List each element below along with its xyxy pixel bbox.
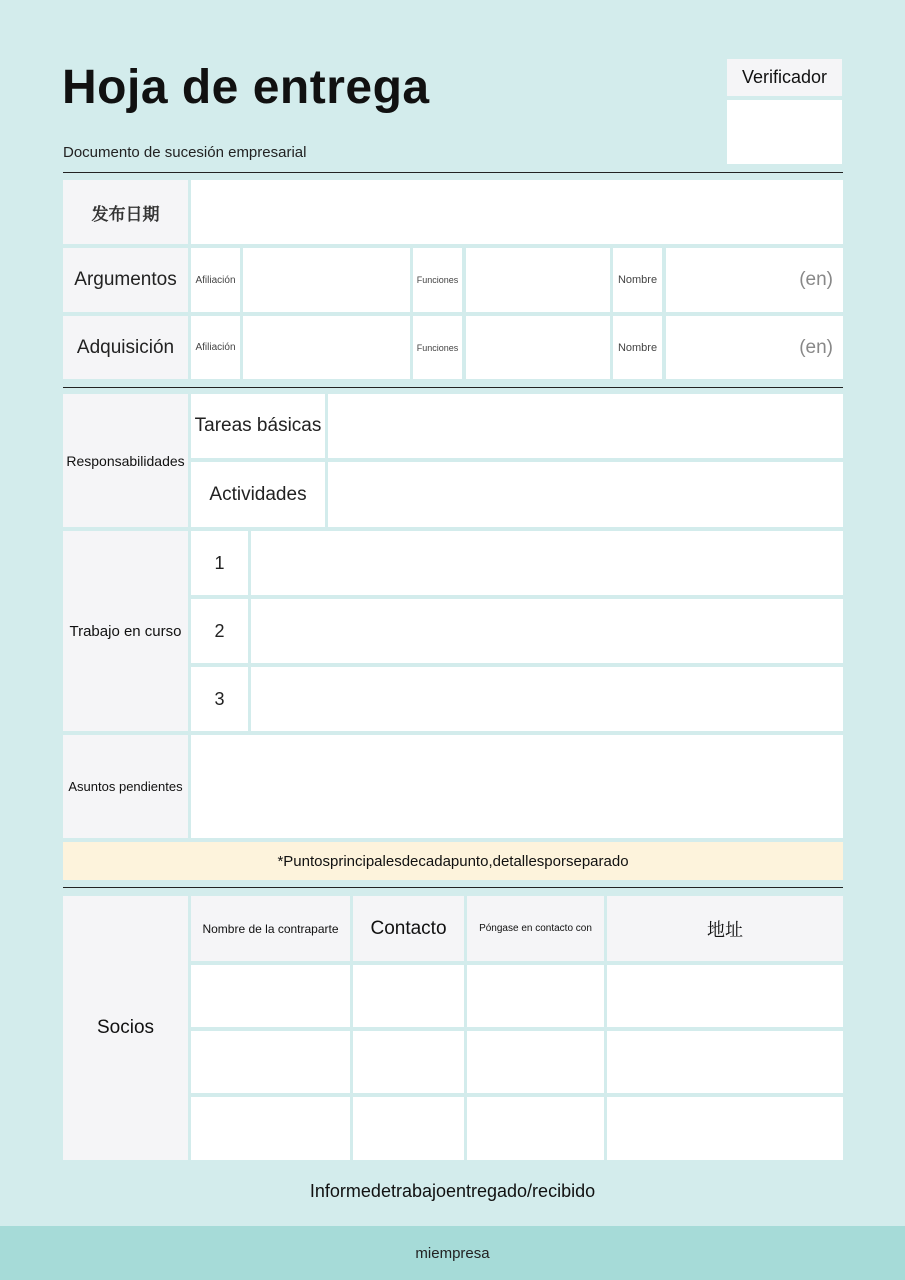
release-date-label: 发布日期 xyxy=(63,180,188,244)
partner-name-cell[interactable] xyxy=(191,965,350,1027)
partner-contact-cell[interactable] xyxy=(353,965,464,1027)
company-name: miempresa xyxy=(415,1244,490,1262)
in-progress-number: 3 xyxy=(191,667,248,731)
verifier-label: Verificador xyxy=(727,59,842,96)
in-progress-field[interactable] xyxy=(251,599,843,663)
incoming-label: Adquisición xyxy=(63,316,188,379)
incoming-name-label: Nombre xyxy=(613,316,662,379)
outgoing-name-label: Nombre xyxy=(613,248,662,312)
outgoing-label: Argumentos xyxy=(63,248,188,312)
partner-address-cell[interactable] xyxy=(607,1097,843,1160)
incoming-functions-label: Funciones xyxy=(413,316,462,379)
outgoing-affiliation-field[interactable] xyxy=(243,248,410,312)
partner-contact-cell[interactable] xyxy=(353,1097,464,1160)
incoming-affiliation-label: Afiliación xyxy=(191,316,240,379)
outgoing-name-field[interactable]: (en) xyxy=(666,248,843,312)
partners-label: Socios xyxy=(63,896,188,1160)
partner-name-cell[interactable] xyxy=(191,1031,350,1093)
partner-address-cell[interactable] xyxy=(607,1031,843,1093)
col-contact: Contacto xyxy=(353,896,464,961)
section-divider xyxy=(63,387,843,388)
col-counterpart-name: Nombre de la contraparte xyxy=(191,896,350,961)
pending-label: Asuntos pendientes xyxy=(63,735,188,838)
partner-address-cell[interactable] xyxy=(607,965,843,1027)
report-footer-text: Informedetrabajoentregado/recibido xyxy=(309,1180,596,1201)
activities-field[interactable] xyxy=(328,462,843,527)
basic-tasks-label: Tareas básicas xyxy=(191,394,325,458)
in-progress-label: Trabajo en curso xyxy=(63,531,188,731)
in-progress-field[interactable] xyxy=(251,667,843,731)
incoming-functions-field[interactable] xyxy=(466,316,610,379)
col-address: 地址 xyxy=(607,896,843,961)
basic-tasks-field[interactable] xyxy=(328,394,843,458)
outgoing-functions-label: Funciones xyxy=(413,248,462,312)
in-progress-number: 1 xyxy=(191,531,248,595)
company-footer-bar xyxy=(0,1226,905,1280)
page-subtitle: Documento de sucesión empresarial xyxy=(63,144,307,161)
pending-field[interactable] xyxy=(191,735,843,838)
in-progress-number: 2 xyxy=(191,599,248,663)
outgoing-affiliation-label: Afiliación xyxy=(191,248,240,312)
outgoing-functions-field[interactable] xyxy=(466,248,610,312)
in-progress-field[interactable] xyxy=(251,531,843,595)
col-contact-person: Póngase en contacto con xyxy=(467,896,604,961)
partner-contact-cell[interactable] xyxy=(353,1031,464,1093)
incoming-name-field[interactable]: (en) xyxy=(666,316,843,379)
partner-person-cell[interactable] xyxy=(467,1097,604,1160)
note-banner: *Puntosprincipalesdecadapunto,detallesporseparado xyxy=(63,842,843,880)
activities-label: Actividades xyxy=(191,462,325,527)
partner-name-cell[interactable] xyxy=(191,1097,350,1160)
incoming-affiliation-field[interactable] xyxy=(243,316,410,379)
release-date-field[interactable] xyxy=(191,180,843,244)
verifier-stamp-box[interactable] xyxy=(727,100,842,164)
page-title: Hoja de entrega xyxy=(62,61,430,114)
responsibilities-label: Responsabilidades xyxy=(63,394,188,527)
section-divider xyxy=(63,887,843,888)
partner-person-cell[interactable] xyxy=(467,965,604,1027)
partner-person-cell[interactable] xyxy=(467,1031,604,1093)
section-divider xyxy=(63,172,843,173)
